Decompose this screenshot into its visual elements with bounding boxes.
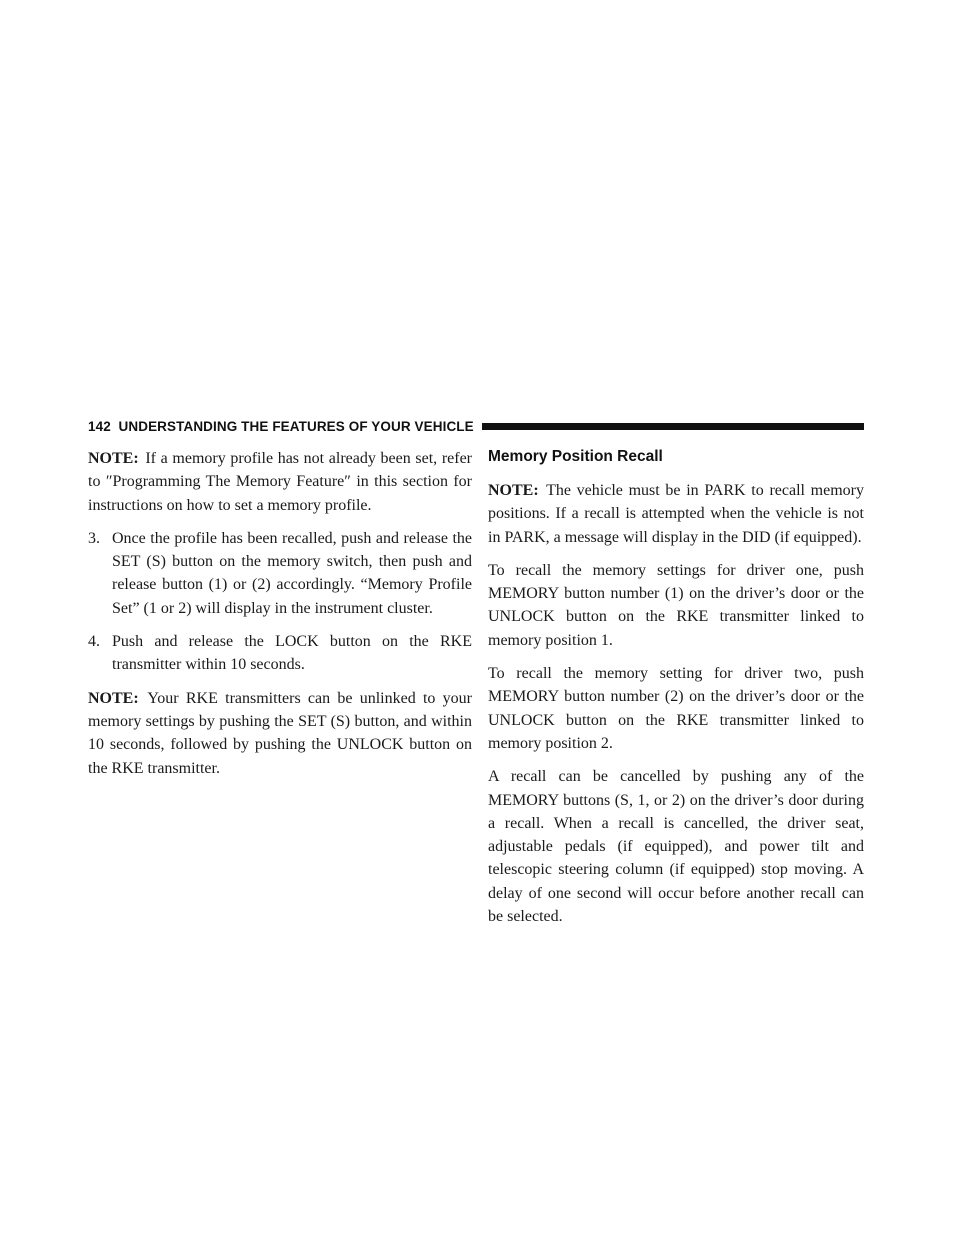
page-number: 142 [88, 418, 111, 434]
section-title: UNDERSTANDING THE FEATURES OF YOUR VEHICLE [118, 418, 474, 434]
step-item [88, 527, 472, 620]
page-header [88, 416, 864, 436]
note-label: NOTE: [88, 450, 139, 467]
right-column [488, 447, 864, 938]
note-text: The vehicle must be in PARK to recall memory positions. If a recall is attempted when the vehicle is not in PARK, a message will display in the DID (if equipped). [488, 482, 864, 546]
note-text: If a memory profile has not already been set, refer to ″Programming The Memory Feature″ in this section for instructions on how to set a memory profile. [88, 450, 473, 514]
note-label: NOTE: [88, 689, 139, 707]
note-paragraph [488, 479, 864, 549]
section-heading: Memory Position Recall [488, 448, 663, 465]
step-text: Once the profile has been recalled, push and release the SET (S) button on the memory switch, then push and release button (1) or (2) accordingly. “Memory Profile Set” (1 or 2) will display in the instrument cluster. [112, 529, 472, 617]
left-column [88, 447, 472, 790]
header-rule [482, 423, 864, 430]
page-header-text [88, 419, 474, 434]
note-label: NOTE: [488, 482, 539, 499]
body-paragraph: To recall the memory settings for driver one, push MEMORY button number (1) on the driver’s door or the UNLOCK button on the RKE transmitter linked to memory position 1. [488, 561, 864, 649]
step-item [88, 630, 472, 677]
note-paragraph [88, 687, 472, 780]
body-paragraph: A recall can be cancelled by pushing any of the MEMORY buttons (S, 1, or 2) on the driver’s door during a recall. When a recall is cancelled, the driver seat, adjustable pedals (if equipped), and power tilt and telescopic steering column (if equipped) stop moving. A delay of one second will occur before another recall can be selected. [488, 768, 864, 926]
note-text: Your RKE transmitters can be unlinked to your memory settings by pushing the SET (S) button, and within 10 seconds, followed by pushing the UNLOCK button on the RKE transmitter. [88, 689, 473, 777]
note-paragraph [88, 447, 472, 517]
step-number: 3. [88, 529, 100, 547]
step-text: Push and release the LOCK button on the RKE transmitter within 10 seconds. [112, 633, 472, 674]
body-paragraph: To recall the memory setting for driver two, push MEMORY button number (2) on the driver’s door or the UNLOCK button on the RKE transmitter linked to memory position 2. [488, 665, 864, 752]
step-number: 4. [88, 633, 100, 651]
